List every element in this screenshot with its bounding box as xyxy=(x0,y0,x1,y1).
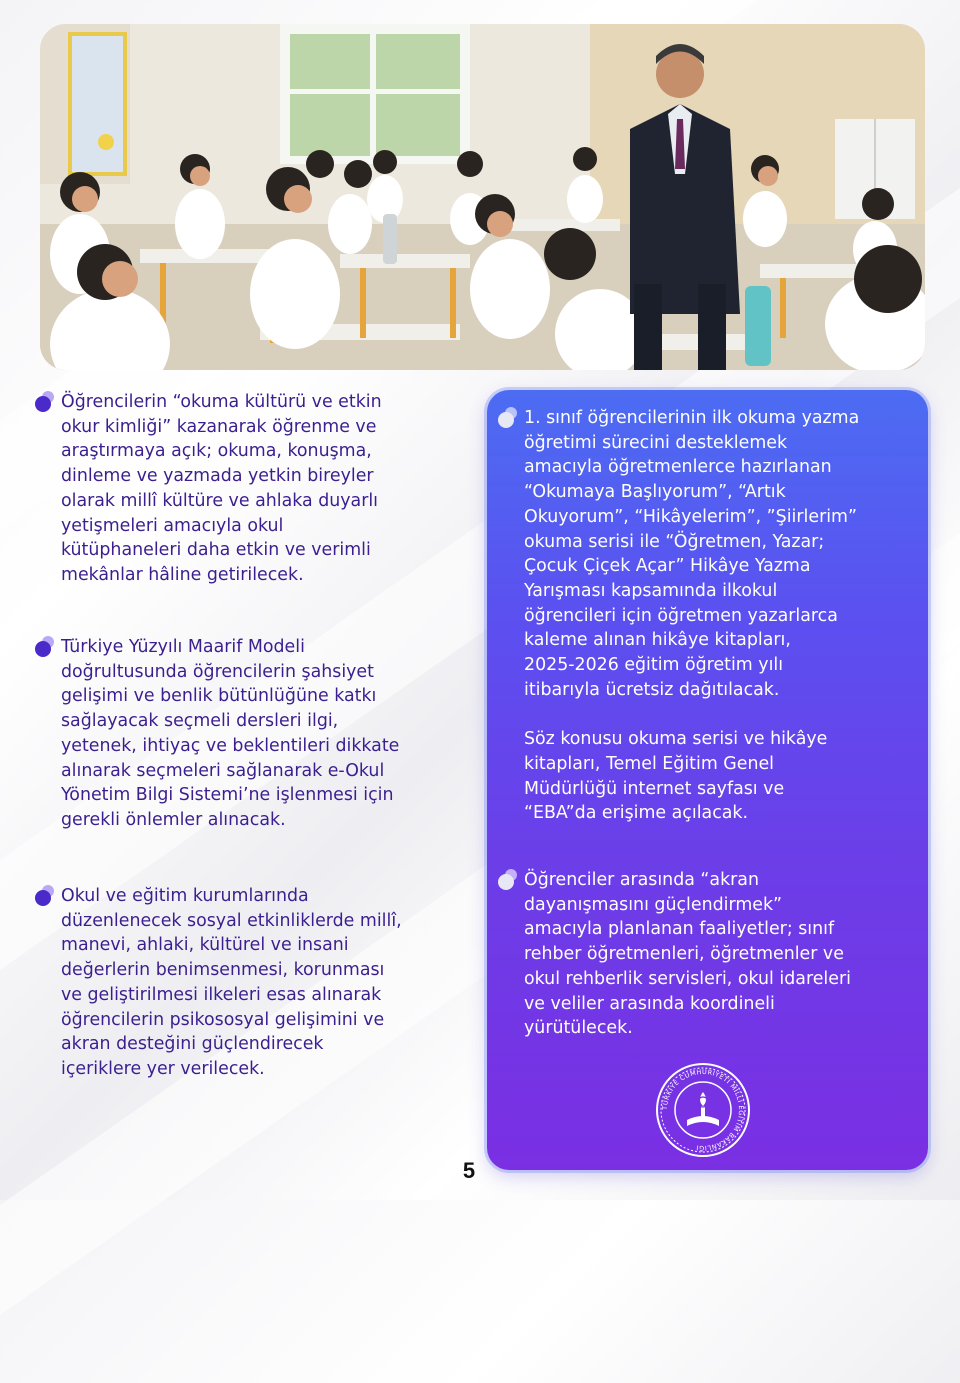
bullet-icon xyxy=(497,868,519,890)
card-paragraph-1 xyxy=(497,406,922,826)
bullet-icon xyxy=(497,406,519,428)
paragraph-text: Öğrencilerin “okuma kültürü ve etkin okur kimliği” kazanarak öğrenme ve araştırmaya açık; okuma, konuşma, dinleme ve yazmada yetkin bireyler olarak millî kültüre ve ahlaka duyarlı yetişmeleri amacıyla okul kütüphaneleri daha etkin ve verimli mekânlar hâline getirilecek. xyxy=(61,392,382,585)
left-paragraph-1 xyxy=(34,390,464,588)
info-card xyxy=(487,390,928,1170)
left-paragraph-2 xyxy=(34,635,464,833)
bullet-icon xyxy=(34,390,56,412)
paragraph-text: 1. sınıf öğrencilerinin ilk okuma yazma öğretimi sürecini desteklemek amacıyla öğretmenlerce hazırlanan “Okumaya Başlıyorum”, “Artık Okuyorum”, “Hikâyelerim”, ”Şiirlerim” okuma serisi ile “Öğretmen, Yazar; Çocuk Çiçek Açar” Hikâye Yazma Yarışması kapsamında ilkokul öğrencileri için öğretmen yazarlarca kaleme alınan hikâye kitapları, 2025-2026 eğitim öğretim yılı itibarıyla ücretsiz dağıtılacak. Söz konusu okuma serisi ve hikâye kitapları, Temel Eğitim Genel Müdürlüğü internet sayfası ve “EBA”da erişime açılacak. xyxy=(524,408,860,824)
paragraph-text: Öğrenciler arasında “akran dayanışmasını güçlendirmek” amacıyla planlanan faaliyetler; sınıf rehber öğretmenleri, öğretmenler ve okul rehberlik servisleri, okul idareleri ve veliler arasında koordineli yürütülecek. xyxy=(524,870,851,1039)
bullet-icon xyxy=(34,884,56,906)
page-number: 5 xyxy=(462,1158,476,1183)
bullet-icon xyxy=(34,635,56,657)
paragraph-text: Türkiye Yüzyılı Maarif Modeli doğrultusunda öğrencilerin şahsiyet gelişimi ve benlik bütünlüğüne katkı sağlayacak seçmeli dersleri ilgi, yetenek, ihtiyaç ve beklentileri dikkate alınarak seçmeleri sağlanarak e-Okul Yönetim Bilgi Sistemi’ne işlenmesi için gerekli önlemler alınacak. xyxy=(61,637,400,830)
left-paragraph-3 xyxy=(34,884,464,1082)
paragraph-text: Okul ve eğitim kurumlarında düzenlenecek sosyal etkinliklerde millî, manevi, ahlaki, kültürel ve insani değerlerin benimsenmesi, korunması ve geliştirilmesi ilkeleri esas alınarak öğrencilerin psikososyal gelişimini ve akran desteğini güçlendirecek içeriklere yer verilecek. xyxy=(61,886,402,1079)
seal-text: TÜRKİYE CUMHURİYETİ MİLLÎ EĞİTİM BAKANLIĞI xyxy=(660,1067,746,1153)
card-paragraph-2 xyxy=(497,868,922,1041)
classroom-photo xyxy=(40,24,925,370)
ministry-seal-logo xyxy=(655,1062,751,1158)
